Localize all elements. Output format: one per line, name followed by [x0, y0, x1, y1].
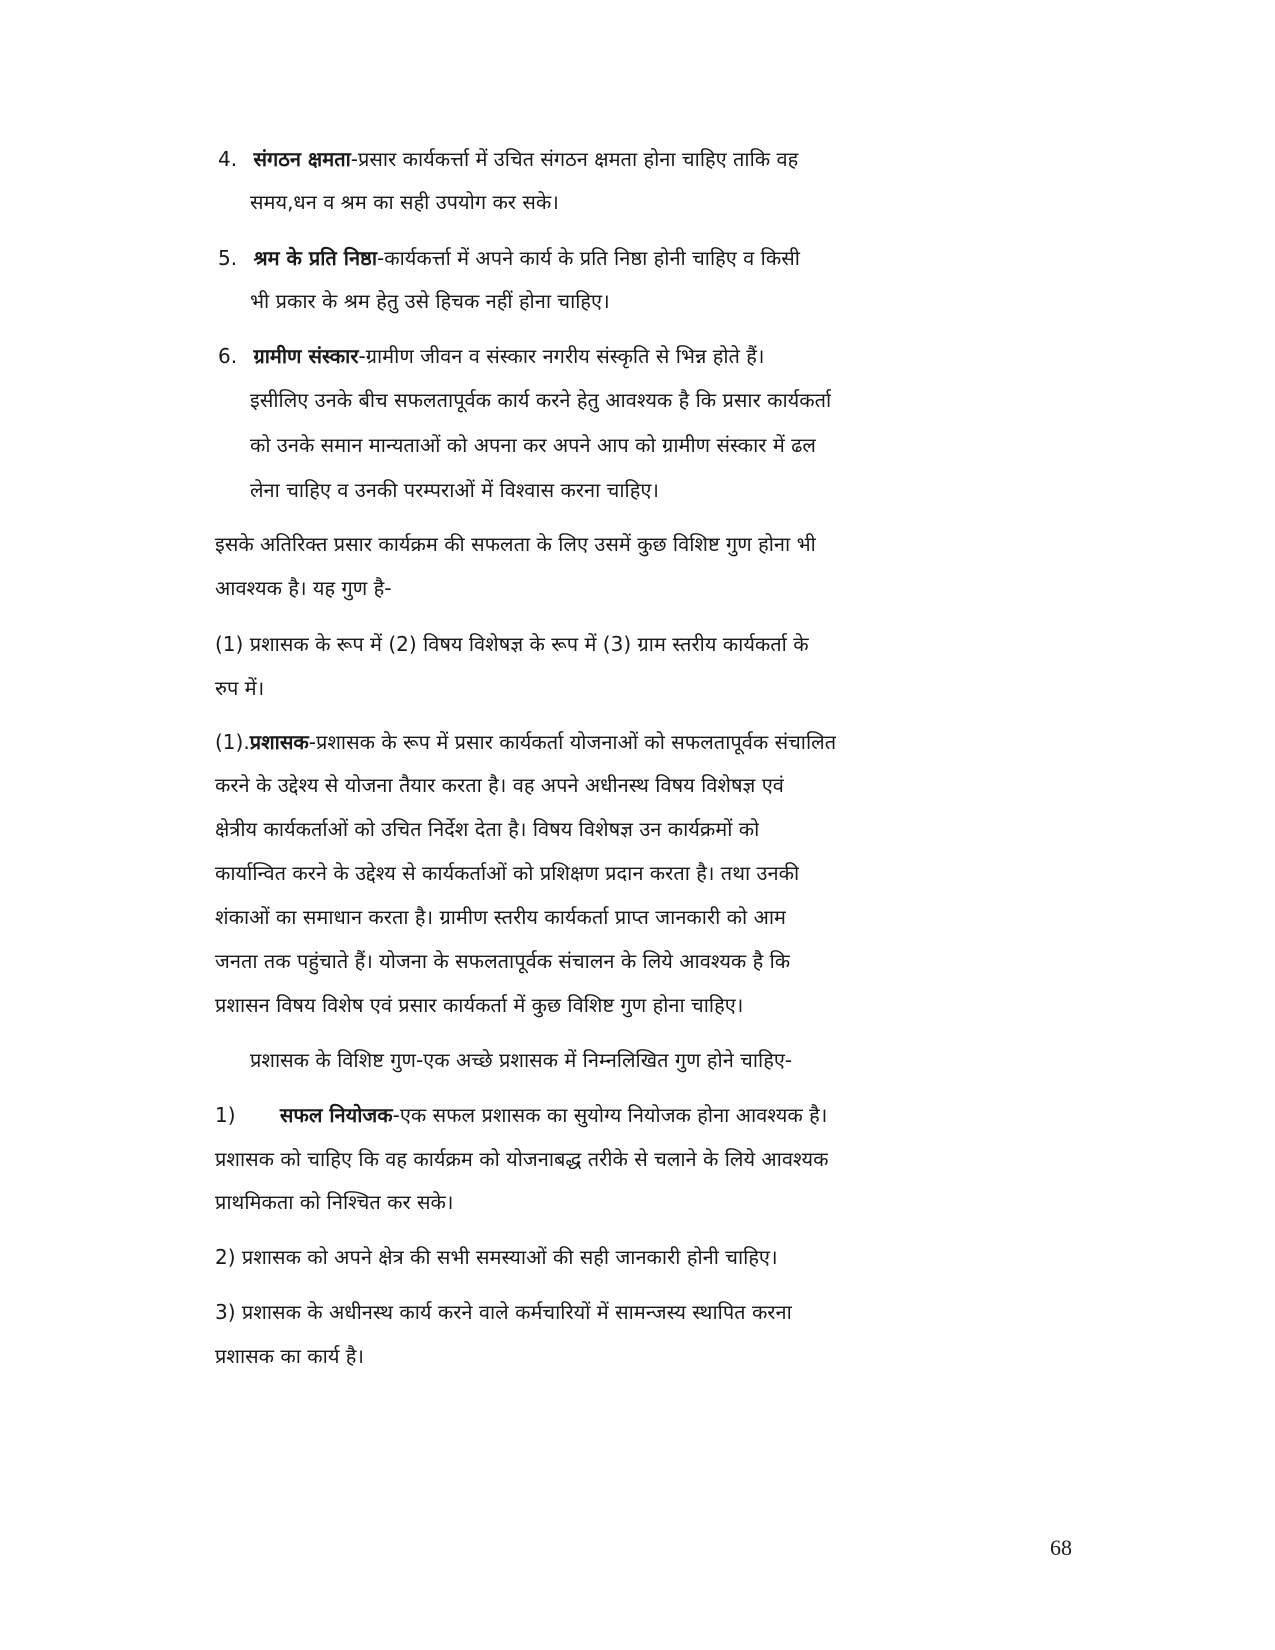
- item-5-line-1: [218, 244, 1033, 272]
- qualities-heading: प्रशासक के विशिष्ट गुण-एक अच्छे प्रशासक में निम्नलिखित गुण होने चाहिए-: [250, 1048, 793, 1072]
- item-number: 6.: [218, 344, 238, 368]
- item-term: ग्रामीण संस्कार: [253, 344, 359, 368]
- paragraph-extra-line-2: आवश्यक है। यह गुण है-: [215, 576, 392, 600]
- item-6-line-2: इसीलिए उनके बीच सफलतापूर्वक कार्य करने हेतु आवश्यक है कि प्रसार कार्यकर्ता: [250, 388, 832, 412]
- admin-line-5: शंकाओं का समाधान करता है। ग्रामीण स्तरीय कार्यकर्ता प्राप्त जानकारी को आम: [215, 905, 786, 929]
- item-5-line-2: भी प्रकार के श्रम हेतु उसे हिचक नहीं होना चाहिए।: [250, 289, 610, 313]
- item-term: संगठन क्षमता: [253, 147, 351, 171]
- item-4-line-2: समय,धन व श्रम का सही उपयोग कर सके।: [250, 190, 559, 214]
- roles-line-1: (1) प्रशासक के रूप में (2) विषय विशेषज्ञ के रूप में (3) ग्राम स्तरीय कार्यकर्ता के: [215, 632, 809, 656]
- item-6-line-3: को उनके समान मान्यताओं को अपना कर अपने आप को ग्रामीण संस्कार में ढल: [250, 433, 816, 457]
- item-number: 4.: [218, 147, 238, 171]
- quality-number: 1): [215, 1103, 236, 1127]
- paragraph-extra-line-1: इसके अतिरिक्त प्रसार कार्यक्रम की सफलता के लिए उसमें कुछ विशिष्ट गुण होना भी: [215, 532, 816, 556]
- admin-line-4: कार्यान्वित करने के उद्देश्य से कार्यकर्ताओं को प्रशिक्षण प्रदान करता है। तथा उनकी: [215, 861, 800, 885]
- page-number: 68: [1050, 1535, 1072, 1560]
- admin-line-3: क्षेत्रीय कार्यकर्ताओं को उचित निर्देश देता है। विषय विशेषज्ञ उन कार्यक्रमों को: [215, 817, 760, 841]
- admin-line-1: [215, 728, 836, 756]
- item-text: -प्रसार कार्यकर्त्ता में उचित संगठन क्षमता होना चाहिए ताकि वह: [350, 147, 799, 171]
- quality-1-line-1: [215, 1101, 827, 1129]
- quality-text: -एक सफल प्रशासक का सुयोग्य नियोजक होना आवश्यक है।: [392, 1103, 828, 1127]
- item-text: -ग्रामीण जीवन व संस्कार नगरीय संस्कृति से भिन्न होते हैं।: [358, 344, 765, 368]
- admin-line-7: प्रशासन विषय विशेष एवं प्रसार कार्यकर्ता में कुछ विशिष्ट गुण होना चाहिए।: [215, 993, 744, 1017]
- quality-3-line-2: प्रशासक का कार्य है।: [215, 1344, 364, 1368]
- quality-1-line-3: प्राथमिकता को निश्चित कर सके।: [215, 1190, 454, 1214]
- item-number: 5.: [218, 246, 238, 270]
- roles-line-2: रुप में।: [215, 676, 265, 700]
- item-4-line-1: [218, 145, 1033, 173]
- admin-text: -प्रशासक के रूप में प्रसार कार्यकर्ता योजनाओं को सफलतापूर्वक संचालित: [308, 730, 837, 754]
- admin-term: प्रशासक: [249, 730, 309, 754]
- quality-1-line-2: प्रशासक को चाहिए कि वह कार्यक्रम को योजनाबद्ध तरीके से चलाने के लिये आवश्यक: [215, 1147, 829, 1171]
- quality-term: सफल नियोजक: [279, 1103, 393, 1127]
- admin-line-2: करने के उद्देश्य से योजना तैयार करता है। वह अपने अधीनस्थ विषय विशेषज्ञ एवं: [215, 773, 784, 797]
- quality-3-line-1: 3) प्रशासक के अधीनस्थ कार्य करने वाले कर्मचारियों में सामन्जस्य स्थापित करना: [215, 1300, 792, 1324]
- quality-2-line-1: 2) प्रशासक को अपने क्षेत्र की सभी समस्याओं की सही जानकारी होनी चाहिए।: [215, 1245, 778, 1269]
- item-6-line-4: लेना चाहिए व उनकी परम्पराओं में विश्वास करना चाहिए।: [250, 478, 659, 502]
- admin-line-6: जनता तक पहुंचाते हैं। योजना के सफलतापूर्वक संचालन के लिये आवश्यक है कि: [215, 949, 791, 973]
- item-text: -कार्यकर्त्ता में अपने कार्य के प्रति निष्ठा होनी चाहिए व किसी: [377, 246, 800, 270]
- item-6-line-1: [218, 342, 1033, 370]
- item-term: श्रम के प्रति निष्ठा: [253, 246, 378, 270]
- admin-prefix: (1).: [215, 730, 250, 754]
